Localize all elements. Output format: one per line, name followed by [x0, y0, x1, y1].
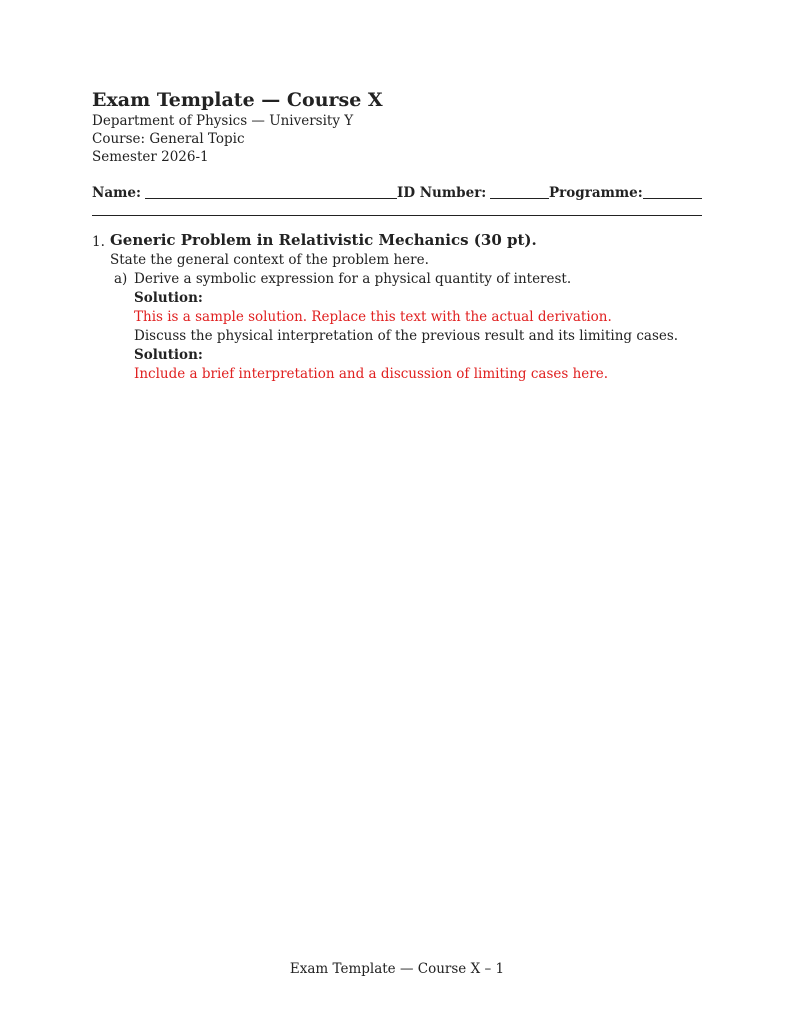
- header-divider: [92, 215, 702, 216]
- part-a-marker: a): [114, 271, 128, 287]
- exam-page: [92, 88, 702, 382]
- problem-context: State the general context of the problem here.: [110, 252, 429, 268]
- part-a-text: Derive a symbolic expression for a physical quantity of interest.: [134, 271, 572, 287]
- programme-label: Programme:: [549, 185, 643, 201]
- page-footer: Exam Template — Course X – 1: [289, 961, 505, 977]
- programme-blank-line[interactable]: [643, 198, 702, 199]
- solution-text: This is a sample solution. Replace this text with the actual derivation.: [134, 309, 612, 325]
- problem-title: Generic Problem in Relativistic Mechanics (30 pt).: [110, 231, 537, 249]
- solution-label: Solution:: [134, 347, 203, 363]
- id-number-blank-line[interactable]: [490, 198, 549, 199]
- problem-number: 1.: [92, 234, 105, 250]
- name-blank-line[interactable]: [145, 198, 397, 199]
- name-label: Name:: [92, 185, 141, 201]
- student-id-row: [92, 185, 702, 205]
- part-b-text: Discuss the physical interpretation of the previous result and its limiting cases.: [134, 328, 679, 344]
- semester-line: Semester 2026-1: [92, 149, 209, 165]
- id-number-label: ID Number:: [397, 185, 487, 201]
- department-line: Department of Physics — University Y: [92, 113, 354, 129]
- solution-label: Solution:: [134, 290, 203, 306]
- solution-text: Include a brief interpretation and a discussion of limiting cases here.: [134, 366, 608, 382]
- page-title: Exam Template — Course X: [92, 89, 383, 111]
- course-line: Course: General Topic: [92, 131, 245, 147]
